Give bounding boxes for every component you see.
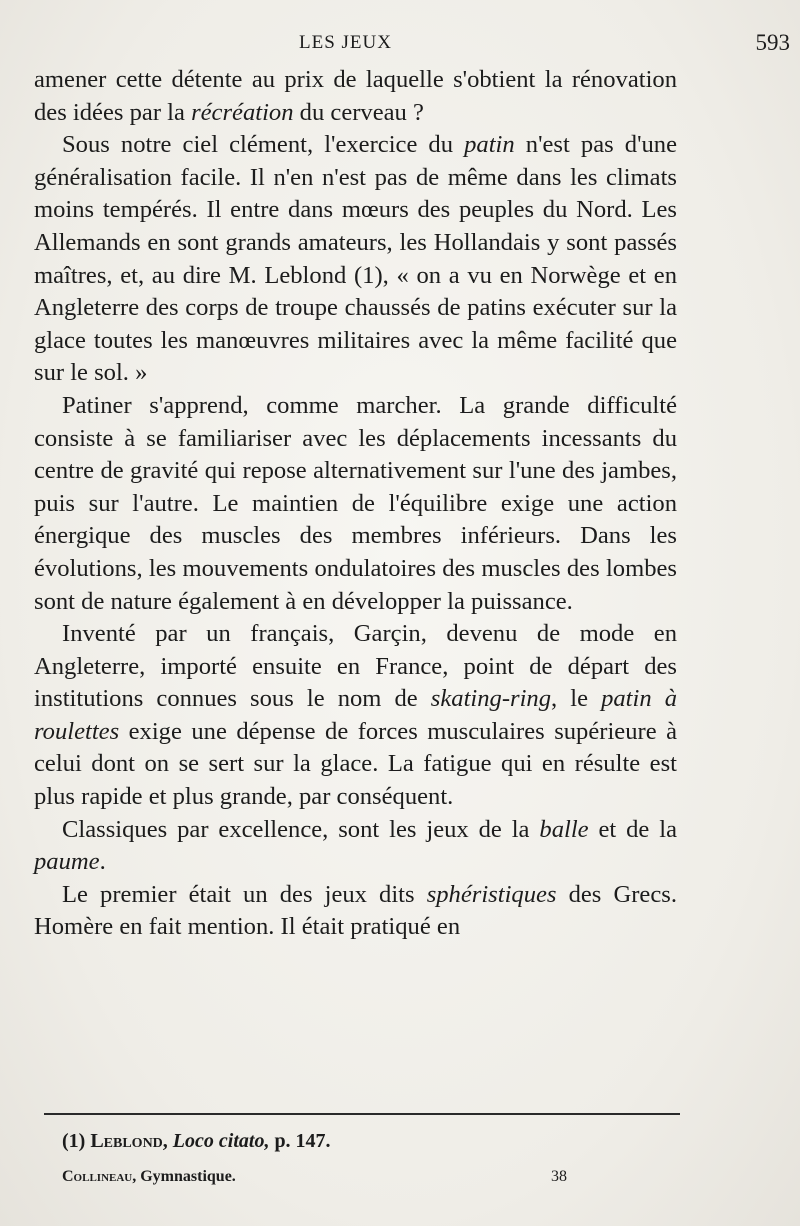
running-head-title: LES JEUX (299, 32, 392, 53)
italic-term: balle (539, 815, 589, 843)
text-run: . (99, 848, 106, 876)
text-run: Le premier était un des jeux dits (62, 880, 427, 908)
printer-signature (62, 1168, 236, 1186)
italic-term: patin (464, 131, 515, 159)
italic-term: récréation (191, 98, 294, 126)
footnote (62, 1130, 331, 1153)
footnote-author: Leblond, (90, 1130, 168, 1152)
paragraph (34, 390, 677, 618)
text-run: Sous notre ciel clément, l'exercice du (62, 131, 465, 159)
text-run: Classiques par excellence, sont les jeux de la (62, 815, 540, 843)
signature-work: Gymnastique. (140, 1168, 236, 1185)
text-run: , le (551, 685, 602, 713)
paragraph (34, 814, 677, 879)
footnote-reference: Loco citato, (172, 1130, 270, 1152)
footnote-page: p. 147. (274, 1130, 331, 1152)
text-run: Inventé par un français, Garçin, devenu de mode en Angleterre, importé ensuite en France, point de départ des institutions connues sous le nom de (34, 620, 677, 713)
paragraph (34, 618, 677, 814)
text-run: du cerveau ? (293, 98, 424, 126)
paragraph (34, 64, 677, 129)
italic-term: skating-ring (430, 685, 552, 713)
page-number: 593 (755, 30, 790, 55)
text-run: et de la (588, 815, 678, 843)
text-run: Patiner s'apprend, comme marcher. La grande difficulté consiste à se familiariser avec les déplacements incessants du centre de gravité qui repose alternativement sur l'une des jambes, puis sur l'autre. Le maintien de l'équilibre exige une action énergique des muscles des membres inférieurs. Dans les évolutions, les mouvements ondulatoires des muscles des lombes sont de nature également à en développer la puissance. (34, 391, 677, 615)
text-run: n'est pas d'une généralisation facile. Il n'en n'est pas de même dans les climats moins tempérés. Il entre dans mœurs des peuples du Nord. Les Allemands en sont grands amateurs, les Hollandais y sont passés maîtres, et, au dire M. Leblond (1), « on a vu en Norwège et en Angleterre des corps de troupe chaussés de patins exécuter sur la glace toutes les manœuvres militaires avec la même facilité que sur le sol. » (34, 131, 678, 387)
text-run: des Grecs. Homère en fait mention. Il était pratiqué en (34, 880, 677, 941)
italic-term: sphéristiques (426, 880, 557, 908)
text-run: exige une dépense de forces musculaires supérieure à celui dont on se sert sur la glace. La fatigue qui en résulte est plus rapide et plus grande, par conséquent. (34, 717, 677, 811)
footnote-marker: (1) (62, 1130, 86, 1152)
signature-number: 38 (551, 1168, 567, 1185)
running-head (34, 30, 790, 60)
footnote-divider (44, 1113, 680, 1115)
text-run: amener cette détente au prix de laquelle s'obtient la rénovation des idées par la (34, 66, 677, 126)
paragraph (34, 129, 677, 390)
italic-term: paume (34, 848, 100, 876)
italic-term: patin à roulettes (34, 685, 677, 745)
body-text (34, 64, 677, 944)
signature-author: Collineau, (62, 1168, 137, 1185)
paragraph (34, 879, 677, 944)
